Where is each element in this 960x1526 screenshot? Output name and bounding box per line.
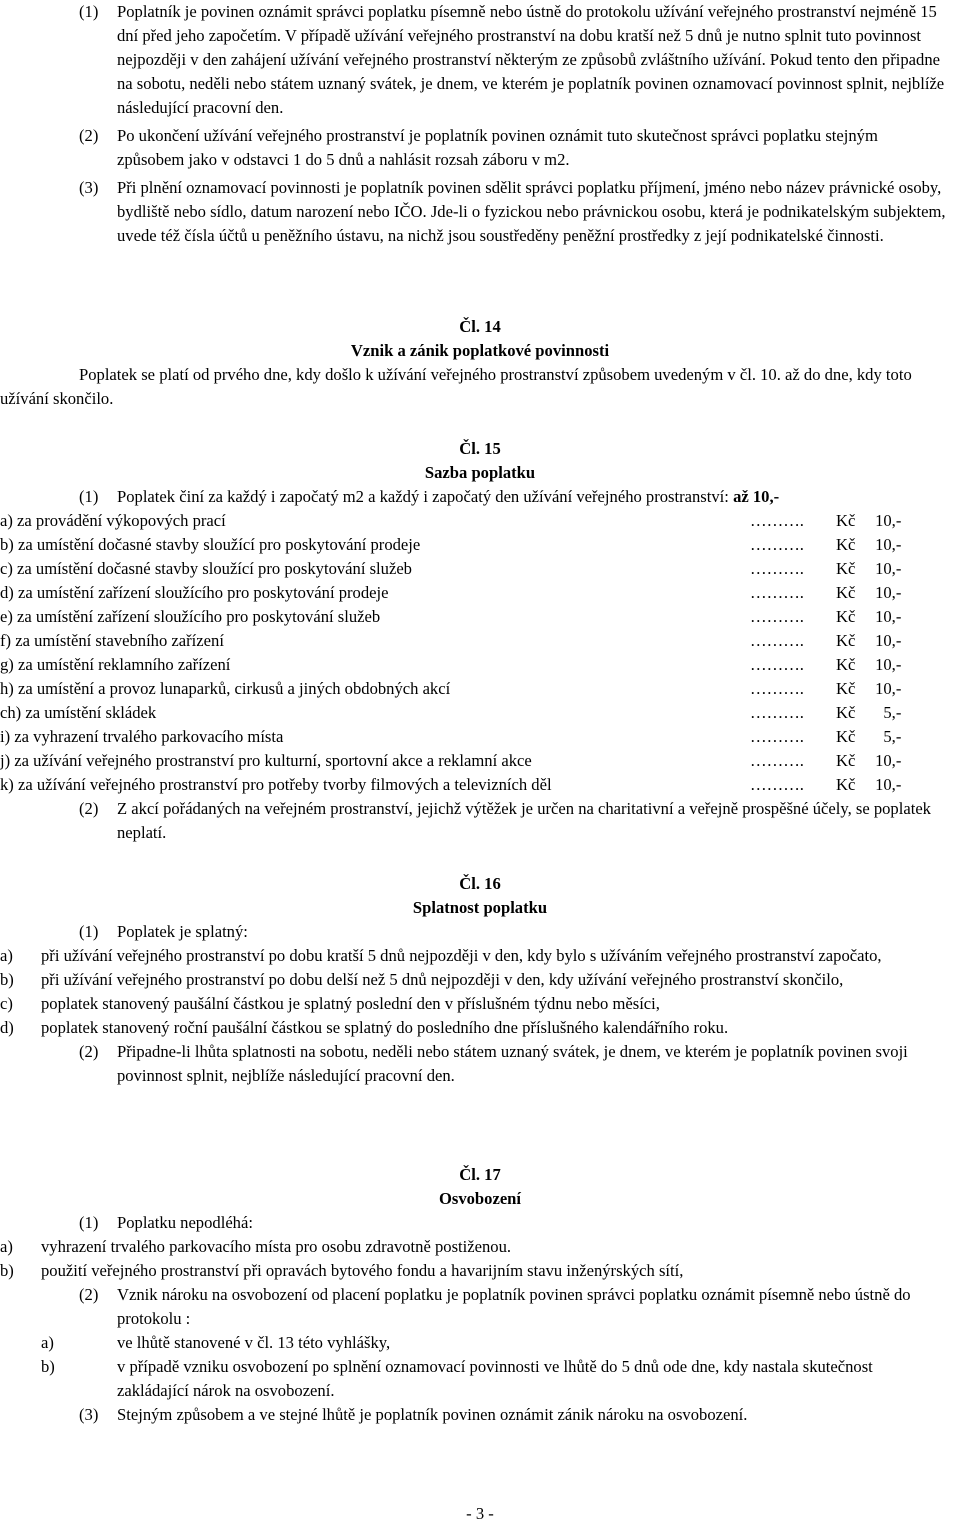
list-item: a) vyhrazení trvalého parkovacího místa pro osobu zdravotně postiženou. [0, 1237, 512, 1256]
rate-label: i) za vyhrazení trvalého parkovacího místa [0, 727, 284, 746]
rate-currency: Kč [836, 535, 856, 554]
rate-label: ch) za umístění skládek [0, 703, 157, 722]
rate-currency: Kč [836, 511, 856, 530]
rate-leader: ………. [750, 655, 804, 674]
rate-amount: 10,- [875, 583, 902, 602]
article-number: Čl. 14 [459, 317, 501, 336]
rate-label: e) za umístění zařízení sloužícího pro poskytování služeb [0, 607, 381, 626]
list-item: d) poplatek stanovený roční paušální částkou se splatný do posledního dne příslušného kalendářního roku. [0, 1018, 729, 1037]
rate-amount: 10,- [875, 559, 902, 578]
rate-leader: ………. [750, 679, 804, 698]
rate-value [836, 605, 916, 629]
rate-value [836, 509, 916, 533]
rate-label: h) za umístění a provoz lunaparků, cirkusů a jiných obdobných akcí [0, 679, 451, 698]
rate-value [836, 533, 916, 557]
rate-currency: Kč [836, 631, 856, 650]
rate-amount: 10,- [875, 679, 902, 698]
rate-currency: Kč [836, 703, 856, 722]
rate-label: d) za umístění zařízení sloužícího pro poskytování prodeje [0, 583, 389, 602]
rate-leader: ………. [750, 535, 804, 554]
paragraph-text: Poplatník je povinen oznámit správci poplatku písemně nebo ústně do protokolu užívání veřejného prostranství nejméně 15 dní před jeho započetím. V případě užívání veřejného prostranství na dobu kratší než 5 dnů je nutno splnit tuto povinnost nejpozději v den zahájení užívání veřejného prostranství některým ze způsobů zvláštního užívání. Pokud tento den připadne na sobotu, neděli nebo státem uznaný svátek, je dnem, ve kterém je poplatník povinen oznamovací povinnost splnit, nejblíže následující pracovní den. [117, 2, 945, 117]
rate-currency: Kč [836, 607, 856, 626]
article-title: Splatnost poplatku [412, 898, 548, 917]
rate-label: b) za umístění dočasné stavby sloužící pro poskytování prodeje [0, 535, 421, 554]
paragraph-1-intro: (1) Poplatek je splatný: [79, 922, 248, 941]
rate-row [0, 773, 960, 797]
paragraph-2: (2) Po ukončení užívání veřejného prostranství je poplatník povinen oznámit tuto skutečnost správci poplatku stejným způsobem jako v odstavci 1 do 5 dnů a nahlásit rozsah záboru v m2. [79, 126, 878, 169]
rate-label: a) za provádění výkopových prací [0, 511, 226, 530]
paragraph-2: (2) Připadne-li lhůta splatnosti na sobotu, neděli nebo státem uznaný svátek, je dnem, ve kterém je poplatník povinen svoji povinnost splnit, nejblíže následující pracovní den. [79, 1042, 908, 1085]
rate-row [0, 557, 960, 581]
rate-leader: ………. [750, 775, 804, 794]
article-14 [0, 315, 960, 411]
rate-amount: 10,- [875, 751, 902, 770]
rate-leader: ………. [750, 559, 804, 578]
rate-row [0, 677, 960, 701]
article-16 [0, 872, 960, 1088]
rate-amount: 10,- [875, 655, 902, 674]
article-title: Vznik a zánik poplatkové povinnosti [350, 341, 610, 360]
list-item: b) použití veřejného prostranství při opravách bytového fondu a havarijním stavu inženýrských sítí, [0, 1261, 684, 1280]
rate-value [836, 749, 916, 773]
rate-label: k) za užívání veřejného prostranství pro potřeby tvorby filmových a televizních děl [0, 775, 552, 794]
paragraph-1-intro: (1) Poplatku nepodléhá: [79, 1213, 253, 1232]
article-15 [0, 437, 960, 845]
rate-currency: Kč [836, 751, 856, 770]
rate-amount: 5,- [883, 727, 902, 746]
rate-amount: 10,- [875, 775, 902, 794]
paragraph-1: (1) Poplatník je povinen oznámit správci poplatku písemně nebo ústně do protokolu užívání veřejného prostranství nejméně 15 dní před jeho započetím. V případě užívání veřejného prostranství na dobu kratší než 5 dnů je nutno splnit tuto povinnost nejpozději v den zahájení užívání veřejného prostranství některým ze způsobů zvláštního užívání. Pokud tento den připadne na sobotu, neděli nebo státem uznaný svátek, je dnem, ve kterém je poplatník povinen oznamovací povinnost splnit, nejblíže následující pracovní den. [79, 2, 945, 117]
paragraph-2: (2) Z akcí pořádaných na veřejném prostranství, jejichž výtěžek je určen na charitativní a veřejně prospěšné účely, se poplatek neplatí. [79, 799, 931, 842]
rate-value [836, 677, 916, 701]
sub-list-item: b) v případě vzniku osvobození po splnění oznamovací povinnosti ve lhůtě do 5 dnů ode dne, kdy nastala skutečnost zakládající nárok na osvobození. [41, 1357, 873, 1400]
max-rate: až 10,- [733, 487, 780, 506]
rate-intro: (1) Poplatek činí za každý i započatý m2 a každý i započatý den užívání veřejného prostranství: až 10,- [79, 487, 780, 506]
rate-currency: Kč [836, 775, 856, 794]
rate-row [0, 629, 960, 653]
paragraph-text: Při plnění oznamovací povinnosti je poplatník povinen sdělit správci poplatku příjmení, jméno nebo název právnické osoby, bydliště nebo sídlo, datum narození nebo IČO. Jde-li o fyzickou nebo právnickou osobu, která je podnikatelským subjektem, uvede též čísla účtů u peněžního ústavu, na nichž jsou soustředěny peněžní prostředky z její podnikatelské činnosti. [117, 178, 946, 245]
rate-label: g) za umístění reklamního zařízení [0, 655, 231, 674]
rate-row [0, 653, 960, 677]
rate-amount: 10,- [875, 535, 902, 554]
rate-amount: 5,- [883, 703, 902, 722]
rate-leader: ………. [750, 631, 804, 650]
paragraph-3: (3) Při plnění oznamovací povinnosti je poplatník povinen sdělit správci poplatku příjmení, jméno nebo název právnické osoby, bydliště nebo sídlo, datum narození nebo IČO. Jde-li o fyzickou nebo právnickou osobu, která je podnikatelským subjektem, uvede též čísla účtů u peněžního ústavu, na nichž jsou soustředěny peněžní prostředky z její podnikatelské činnosti. [79, 178, 946, 245]
article-number: Čl. 17 [459, 1165, 501, 1184]
article-number: Čl. 15 [459, 439, 501, 458]
rate-row [0, 701, 960, 725]
rate-currency: Kč [836, 583, 856, 602]
rate-label: j) za užívání veřejného prostranství pro kulturní, sportovní akce a reklamní akce [0, 751, 532, 770]
paragraph-text: Po ukončení užívání veřejného prostranství je poplatník povinen oznámit tuto skutečnost správci poplatku stejným způsobem jako v odstavci 1 do 5 dnů a nahlásit rozsah záboru v m2. [117, 126, 878, 169]
rate-row [0, 605, 960, 629]
rate-label: c) za umístění dočasné stavby sloužící pro poskytování služeb [0, 559, 412, 578]
rate-value [836, 653, 916, 677]
rate-leader: ………. [750, 703, 804, 722]
rate-value [836, 701, 916, 725]
rate-value [836, 557, 916, 581]
rate-row [0, 581, 960, 605]
rate-row [0, 749, 960, 773]
rate-leader: ………. [750, 607, 804, 626]
rate-currency: Kč [836, 679, 856, 698]
article-title: Osvobození [438, 1189, 522, 1208]
article-title: Sazba poplatku [424, 463, 536, 482]
rate-row [0, 533, 960, 557]
rate-row [0, 725, 960, 749]
rate-currency: Kč [836, 727, 856, 746]
list-item: a) při užívání veřejného prostranství po dobu kratší 5 dnů nejpozději v den, kdy bylo s užíváním veřejného prostranství započato, [0, 946, 882, 965]
rate-value [836, 581, 916, 605]
paragraph-2: (2) Vznik nároku na osvobození od placení poplatku je poplatník povinen správci poplatku oznámit písemně nebo ústně do protokolu : [79, 1285, 911, 1328]
rate-value [836, 773, 916, 797]
rate-amount: 10,- [875, 511, 902, 530]
article-text: Poplatek se platí od prvého dne, kdy došlo k užívání veřejného prostranství způsobem uvedeným v čl. 10. až do dne, kdy toto užívání skončilo. [0, 365, 912, 408]
rate-value [836, 629, 916, 653]
rate-leader: ………. [750, 511, 804, 530]
rate-value [836, 725, 916, 749]
rate-leader: ………. [750, 583, 804, 602]
article-13-paragraphs [0, 0, 960, 248]
list-item: c) poplatek stanovený paušální částkou je splatný poslední den v příslušném týdnu nebo měsíci, [0, 994, 660, 1013]
paragraph-3: (3) Stejným způsobem a ve stejné lhůtě je poplatník povinen oznámit zánik nároku na osvobození. [79, 1405, 748, 1424]
article-17 [0, 1163, 960, 1427]
rate-amount: 10,- [875, 631, 902, 650]
article-number: Čl. 16 [459, 874, 501, 893]
rate-currency: Kč [836, 655, 856, 674]
rate-leader: ………. [750, 751, 804, 770]
rate-label: f) za umístění stavebního zařízení [0, 631, 224, 650]
rate-leader: ………. [750, 727, 804, 746]
sub-list-item: a) ve lhůtě stanovené v čl. 13 této vyhlášky, [41, 1333, 391, 1352]
list-item: b) při užívání veřejného prostranství po dobu delší než 5 dnů nejpozději v den, kdy užívání veřejného prostranství skončilo, [0, 970, 844, 989]
rate-list [0, 509, 960, 797]
rate-amount: 10,- [875, 607, 902, 626]
page-number: - 3 - [466, 1504, 494, 1523]
rate-currency: Kč [836, 559, 856, 578]
rate-row [0, 509, 960, 533]
